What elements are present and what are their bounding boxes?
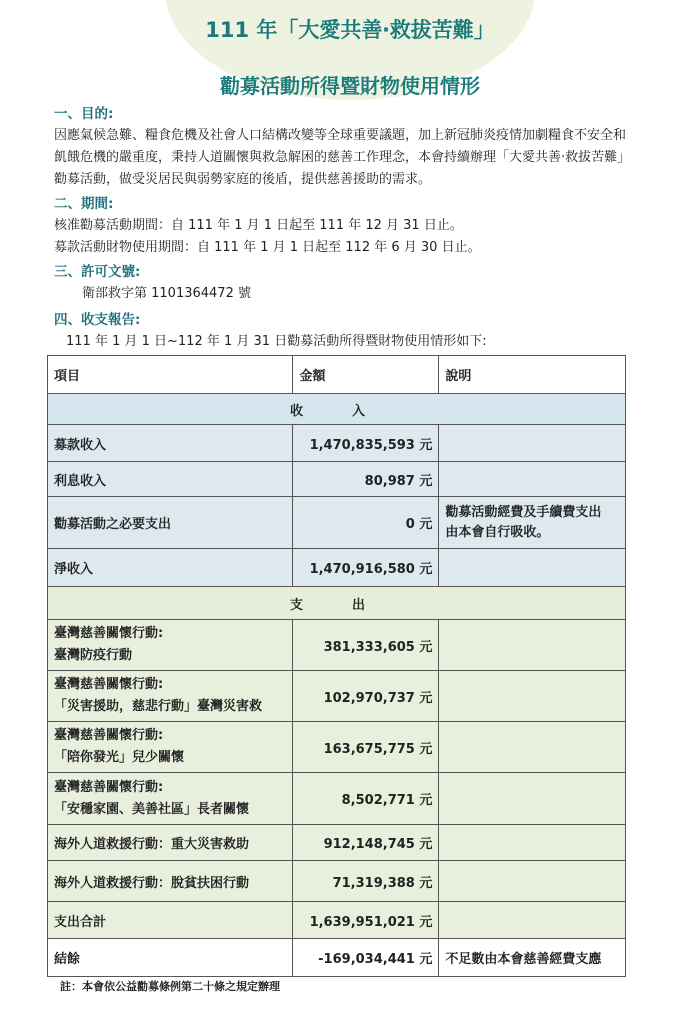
table-row xyxy=(48,825,626,861)
table-row xyxy=(48,620,626,671)
section-purpose xyxy=(54,103,654,191)
section-report xyxy=(54,309,654,353)
row-e2-item-line-1: 臺灣慈善關懷行動: xyxy=(54,677,164,692)
row-total-desc xyxy=(439,902,626,939)
table-row xyxy=(48,722,626,773)
row-necessary-amount: 0 元 xyxy=(293,497,439,549)
row-net-item: 淨收入 xyxy=(48,549,293,587)
table-row xyxy=(48,773,626,825)
footnote: 註：本會依公益勸募條例第二十條之規定辦理 xyxy=(60,980,280,993)
row-e3-item xyxy=(48,722,293,773)
permit-heading: 三、許可文號: xyxy=(54,264,141,280)
row-e4-item-line-2: 「安穩家園、美善社區」長者關懷 xyxy=(54,801,250,817)
row-total-amount: 1,639,951,021 元 xyxy=(293,902,439,939)
purpose-text-line-3: 勸募活動，做受災居民與弱勢家庭的後盾，提供慈善援助的需求。 xyxy=(54,172,432,187)
purpose-text-line-2: 飢餓危機的嚴重度，秉持人道關懷與救急解困的慈善工作理念，本會持續辦理「大愛共善‧救拔苦難」 xyxy=(54,150,631,165)
row-balance-desc: 不足數由本會慈善經費支應 xyxy=(439,939,626,977)
row-necessary-desc xyxy=(439,497,626,549)
purpose-heading: 一、目的: xyxy=(54,106,114,122)
row-e2-item xyxy=(48,671,293,722)
row-donation-amount: 1,470,835,593 元 xyxy=(293,425,439,462)
row-e5-desc xyxy=(439,825,626,861)
row-balance-amount: -169,034,441 元 xyxy=(293,939,439,977)
row-necessary-item: 勸募活動之必要支出 xyxy=(48,497,293,549)
table-row xyxy=(48,549,626,587)
table-row xyxy=(48,425,626,462)
header-desc: 說明 xyxy=(439,356,626,394)
row-donation-desc xyxy=(439,425,626,462)
table-row xyxy=(48,671,626,722)
row-e3-item-line-1: 臺灣慈善關懷行動: xyxy=(54,728,164,743)
table-row xyxy=(48,939,626,977)
row-e2-item-line-2: 「災害援助，慈悲行動」臺灣災害救 xyxy=(54,699,263,714)
row-e6-desc xyxy=(439,861,626,902)
row-balance-item: 結餘 xyxy=(48,939,293,977)
row-e6-item: 海外人道救援行動：脫貧扶困行動 xyxy=(48,861,293,902)
table-row xyxy=(48,497,626,549)
period-text-line-2: 募款活動財物使用期間：自 111 年 1 月 1 日起至 112 年 6 月 30 日止。 xyxy=(54,240,481,255)
row-e3-amount: 163,675,775 元 xyxy=(293,722,439,773)
purpose-text-line-1: 因應氣候急難、糧食危機及社會人口結構改變等全球重要議題，加上新冠肺炎疫情加劇糧食不安全和 xyxy=(54,128,627,143)
row-e3-desc xyxy=(439,722,626,773)
period-heading: 二、期間: xyxy=(54,196,114,212)
report-heading: 四、收支報告: xyxy=(54,312,141,328)
row-e4-item xyxy=(48,773,293,825)
row-e1-desc xyxy=(439,620,626,671)
header-amount: 金額 xyxy=(293,356,439,394)
row-e4-desc xyxy=(439,773,626,825)
row-e6-amount: 71,319,388 元 xyxy=(293,861,439,902)
section-permit xyxy=(54,261,654,305)
page-title: 111 年「大愛共善‧救拔苦難」 xyxy=(205,18,495,42)
row-e1-item-line-2: 臺灣防疫行動 xyxy=(54,648,133,663)
row-e1-amount: 381,333,605 元 xyxy=(293,620,439,671)
row-necessary-desc-line-1: 勸募活動經費及手續費支出 xyxy=(445,504,602,520)
report-intro: 111 年 1 月 1 日~112 年 1 月 31 日勸募活動所得暨財物使用情形如下: xyxy=(66,334,487,349)
row-e3-item-line-2: 「陪你發光」兒少關懷 xyxy=(54,750,185,765)
row-e5-amount: 912,148,745 元 xyxy=(293,825,439,861)
row-interest-desc xyxy=(439,462,626,497)
page-subtitle: 勸募活動所得暨財物使用情形 xyxy=(220,74,480,98)
row-net-amount: 1,470,916,580 元 xyxy=(293,549,439,587)
row-net-desc xyxy=(439,549,626,587)
income-band: 收 入 xyxy=(48,394,626,425)
header-item: 項目 xyxy=(48,356,293,394)
row-interest-amount: 80,987 元 xyxy=(293,462,439,497)
expense-band: 支 出 xyxy=(48,587,626,620)
table-row xyxy=(48,861,626,902)
table-row xyxy=(48,462,626,497)
financial-table xyxy=(47,355,626,977)
row-e1-item-line-1: 臺灣慈善關懷行動: xyxy=(54,626,164,641)
period-text-line-1: 核准勸募活動期間：自 111 年 1 月 1 日起至 111 年 12 月 31 日止。 xyxy=(54,218,463,233)
permit-number: 衛部救字第 1101364472 號 xyxy=(82,286,251,301)
table-row xyxy=(48,902,626,939)
section-period xyxy=(54,193,654,259)
income-band-row xyxy=(48,394,626,425)
expense-band-row xyxy=(48,587,626,620)
row-donation-item: 募款收入 xyxy=(48,425,293,462)
row-necessary-desc-line-2: 由本會自行吸收。 xyxy=(445,524,550,540)
row-e2-desc xyxy=(439,671,626,722)
row-interest-item: 利息收入 xyxy=(48,462,293,497)
row-e2-amount: 102,970,737 元 xyxy=(293,671,439,722)
row-total-item: 支出合計 xyxy=(48,902,293,939)
row-e4-amount: 8,502,771 元 xyxy=(293,773,439,825)
row-e4-item-line-1: 臺灣慈善關懷行動: xyxy=(54,779,164,795)
row-e5-item: 海外人道救援行動：重大災害救助 xyxy=(48,825,293,861)
row-e1-item xyxy=(48,620,293,671)
table-header-row xyxy=(48,356,626,394)
